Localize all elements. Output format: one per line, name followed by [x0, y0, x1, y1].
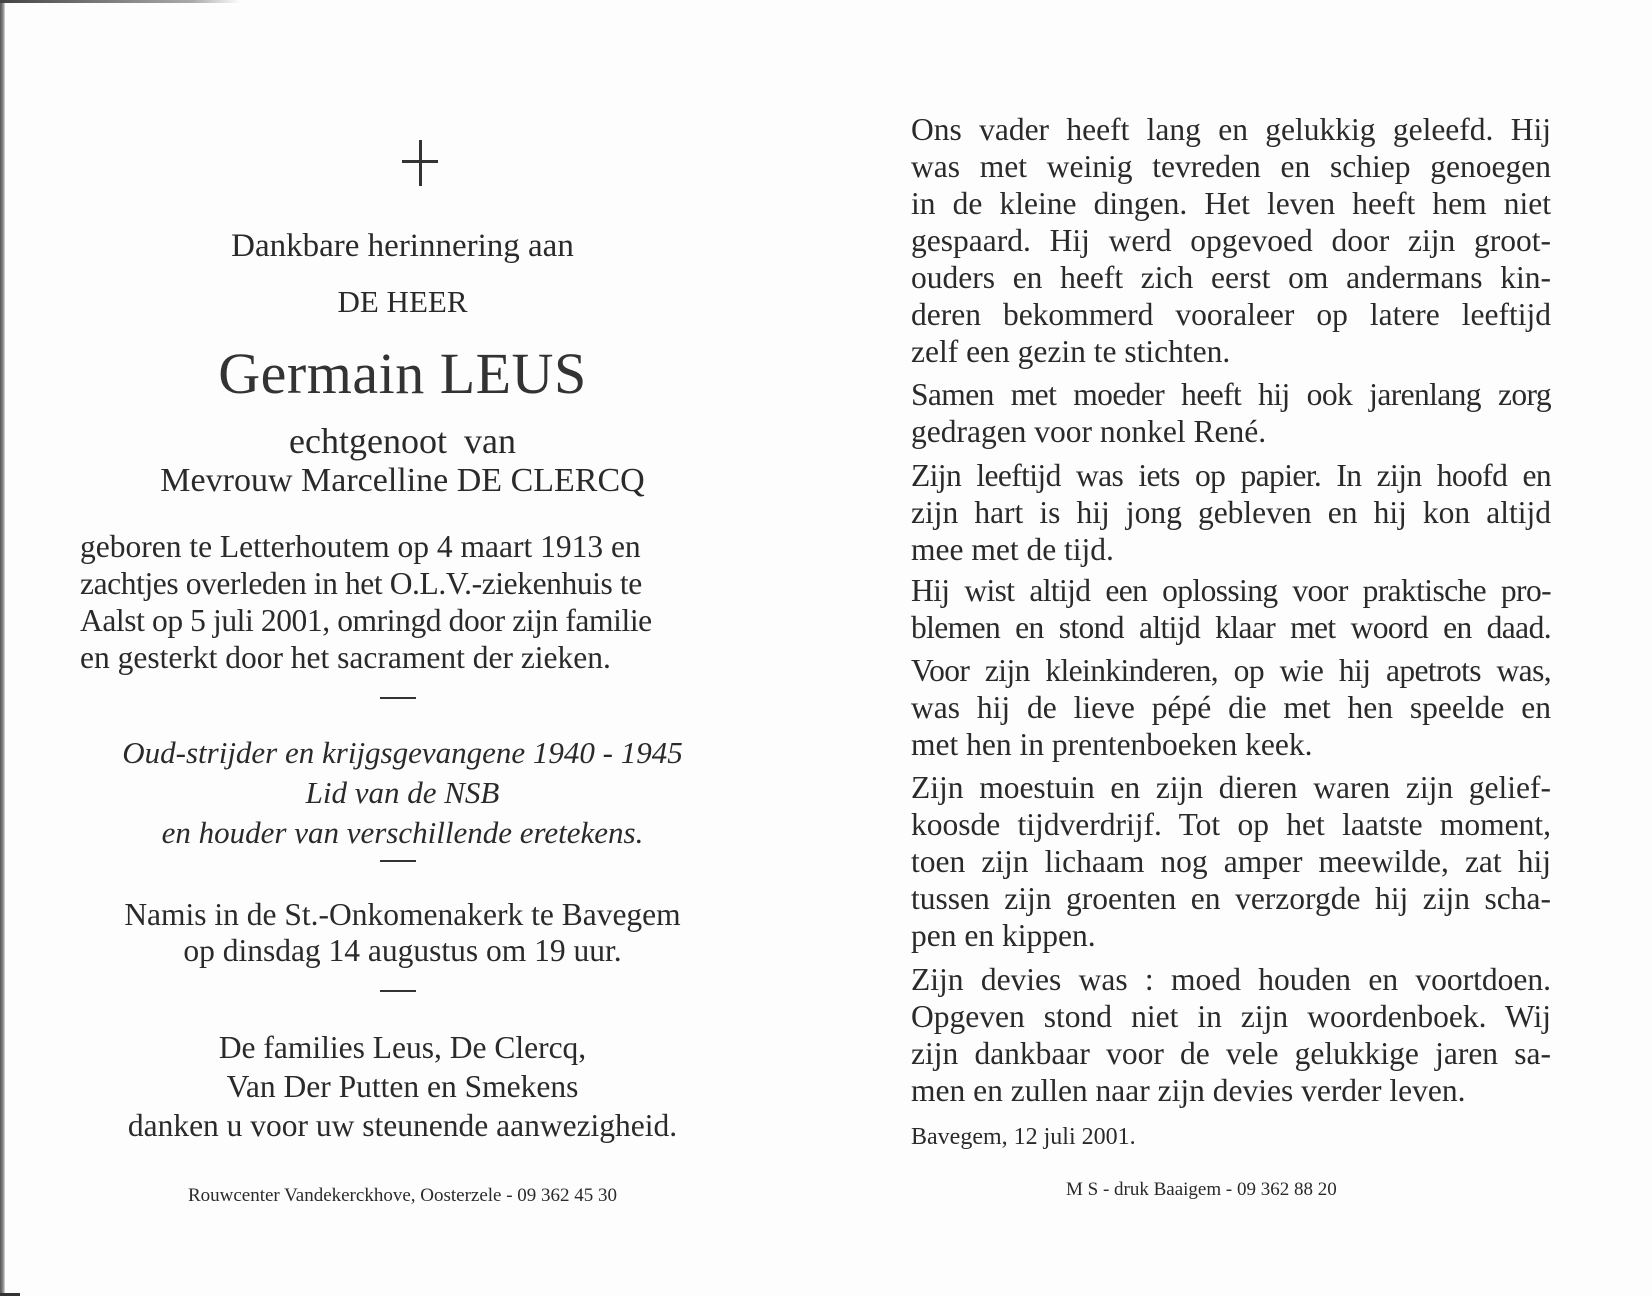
scan-edge-top: [0, 0, 240, 3]
text-line: Zijn leeftijd was iets op papier. In zijn hoofd en: [911, 458, 1551, 493]
mass-line: Namis in de St.-Onkomenakerk te Bavegem: [124, 897, 681, 932]
text-line: was met weinig tevreden en schiep genoegen: [911, 149, 1551, 184]
text-line: tussen zijn groenten en verzorgde hij zijn scha-: [911, 881, 1551, 916]
funeral-home-credit: Rouwcenter Vandekerckhove, Oosterzele - 09 362 45 30: [187, 1185, 618, 1206]
text-line: Samen met moeder heeft hij ook jarenlang zorg: [911, 377, 1551, 412]
text-line: Hij wist altijd een oplossing voor praktische pro-: [911, 573, 1551, 608]
text-line: met hen in prentenboeken keek.: [911, 727, 1313, 762]
scan-edge-left: [0, 0, 5, 1296]
text-line: in de kleine dingen. Het leven heeft hem niet: [911, 186, 1551, 221]
text-line: Zijn moestuin en zijn dieren waren zijn gelief-: [911, 770, 1551, 805]
bio-line: Aalst op 5 juli 2001, omringd door zijn familie: [80, 603, 652, 638]
text-line: zijn hart is hij jong gebleven en hij kon altijd: [911, 495, 1551, 530]
text-line: men en zullen naar zijn devies verder leven.: [911, 1073, 1466, 1108]
text-line: Ons vader heeft lang en gelukkig geleefd. Hij: [911, 112, 1551, 147]
intro-text: Dankbare herinnering aan: [231, 228, 574, 264]
text-line: zelf een gezin te stichten.: [911, 334, 1231, 369]
honorific: DE HEER: [337, 284, 468, 319]
families-line: danken u voor uw steunende aanwezigheid.: [127, 1108, 678, 1143]
text-line: Voor zijn kleinkinderen, op wie hij apetrots was,: [911, 653, 1551, 688]
divider: [380, 990, 416, 992]
text-line: Zijn devies was : moed houden en voortdoen.: [911, 962, 1551, 997]
bio-line: zachtjes overleden in het O.L.V.-ziekenhuis te: [80, 566, 642, 601]
bio-line: geboren te Letterhoutem op 4 maart 1913 en: [80, 529, 641, 564]
bio-line: en gesterkt door het sacrament der zieken.: [80, 640, 611, 675]
mass-line: op dinsdag 14 augustus om 19 uur.: [183, 933, 622, 968]
divider: [380, 860, 416, 862]
honors-line: Lid van de NSB: [305, 775, 500, 810]
text-line: was hij de lieve pépé die met hen speelde en: [911, 690, 1551, 725]
spouse-prefix: echtgenoot van: [289, 421, 516, 461]
families-line: Van Der Putten en Smekens: [226, 1069, 579, 1104]
text-line: Opgeven stond niet in zijn woordenboek. Wij: [911, 999, 1551, 1034]
text-line: toen zijn lichaam nog amper meewilde, zat hij: [911, 844, 1551, 879]
text-line: deren bekommerd vooraleer op latere leeftijd: [911, 297, 1551, 332]
printer-credit: M S - druk Baaigem - 09 362 88 20: [1066, 1179, 1337, 1200]
honors-line: en houder van verschillende eretekens.: [161, 815, 644, 850]
honors-line: Oud-strijder en krijgsgevangene 1940 - 1945: [122, 735, 683, 770]
closing-date: Bavegem, 12 juli 2001.: [911, 1124, 1136, 1150]
spouse-name: Mevrouw Marcelline DE CLERCQ: [160, 462, 645, 499]
cross-icon: [402, 140, 438, 186]
text-line: zijn dankbaar voor de vele gelukkige jaren sa-: [911, 1036, 1551, 1071]
text-line: gespaard. Hij werd opgevoed door zijn groot-: [911, 223, 1551, 258]
text-line: blemen en stond altijd klaar met woord en daad.: [911, 610, 1551, 645]
text-line: gedragen voor nonkel René.: [911, 414, 1267, 449]
deceased-name: Germain LEUS: [218, 341, 587, 406]
divider: [380, 697, 416, 699]
families-line: De families Leus, De Clercq,: [218, 1030, 587, 1065]
text-line: ouders en heeft zich eerst om andermans kin-: [911, 260, 1551, 295]
text-line: mee met de tijd.: [911, 532, 1114, 567]
text-line: pen en kippen.: [911, 918, 1096, 953]
text-line: koosde tijdverdrijf. Tot op het laatste moment,: [911, 807, 1551, 842]
